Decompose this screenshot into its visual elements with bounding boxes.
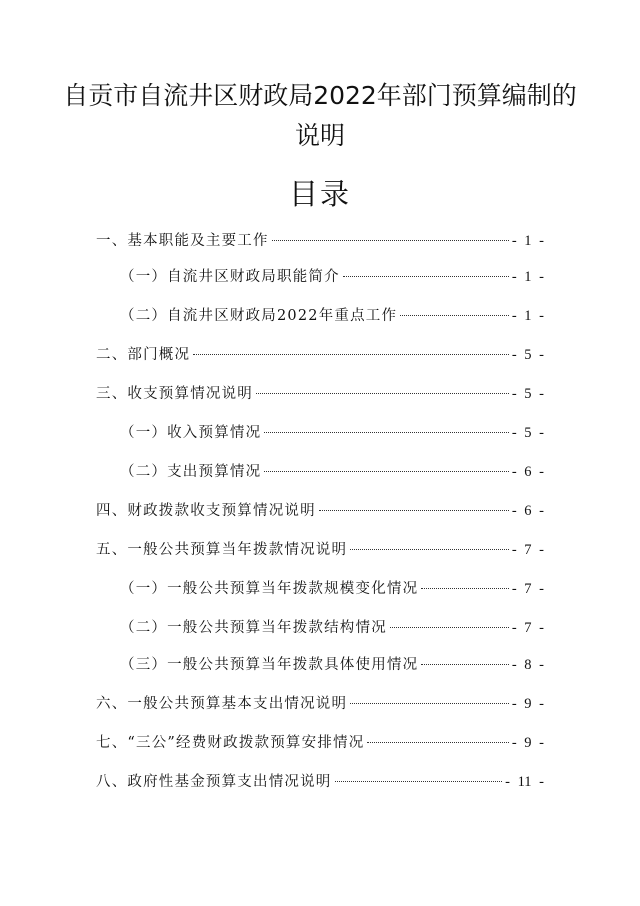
toc-page-number: - 1 - — [511, 308, 544, 324]
toc-entry-label: 五、一般公共预算当年拨款情况说明 — [96, 542, 348, 558]
document-title: 自贡市自流井区财政局2022年部门预算编制的说明 — [63, 81, 577, 150]
toc-dot-leader — [350, 549, 509, 550]
toc-entry-label: （一）自流井区财政局职能简介 — [120, 269, 340, 285]
toc-entry[interactable] — [120, 616, 544, 640]
toc-page-number: - 6 - — [511, 464, 544, 480]
toc-entry[interactable] — [96, 538, 544, 562]
toc-entry[interactable] — [120, 304, 544, 328]
toc-entry[interactable] — [96, 343, 544, 367]
toc-entry-label: （一）一般公共预算当年拨款规模变化情况 — [120, 581, 419, 597]
toc-entry[interactable] — [96, 731, 544, 755]
toc-dot-leader — [421, 664, 509, 665]
toc-dot-leader — [256, 393, 509, 394]
toc-page-number: - 11 - — [505, 774, 544, 790]
toc-entry[interactable] — [96, 382, 544, 406]
toc-page-number: - 5 - — [511, 386, 544, 402]
toc-entry-label: （二）一般公共预算当年拨款结构情况 — [120, 620, 387, 636]
toc-dot-leader — [264, 432, 509, 433]
toc-entry[interactable] — [96, 229, 544, 253]
toc-dot-leader — [421, 588, 509, 589]
toc-entry-label: （一）收入预算情况 — [120, 425, 262, 441]
toc-entry-label: 八、政府性基金预算支出情况说明 — [96, 774, 332, 790]
toc-entry-label: 一、基本职能及主要工作 — [96, 233, 269, 249]
toc-entry-label: 三、收支预算情况说明 — [96, 386, 253, 402]
toc-dot-leader — [319, 510, 509, 511]
toc-page-number: - 5 - — [511, 347, 544, 363]
toc-entry[interactable] — [120, 265, 544, 289]
toc-entry[interactable] — [120, 421, 544, 445]
toc-dot-leader — [400, 315, 509, 316]
toc-page-number: - 5 - — [511, 425, 544, 441]
toc-dot-leader — [390, 627, 509, 628]
toc-page-number: - 7 - — [511, 620, 544, 636]
toc-heading: 目录 — [288, 177, 351, 211]
toc-entry[interactable] — [120, 460, 544, 484]
toc-page-number: - 9 - — [511, 735, 544, 751]
toc-entry-label: 六、一般公共预算基本支出情况说明 — [96, 696, 348, 712]
toc-entry-label: 四、财政拨款收支预算情况说明 — [96, 503, 316, 519]
toc-entry[interactable] — [96, 770, 544, 794]
toc-entry[interactable] — [96, 499, 544, 523]
toc-entry-label: （二）支出预算情况 — [120, 464, 262, 480]
toc-entry-label: （二）自流井区财政局2022年重点工作 — [120, 308, 398, 324]
toc-dot-leader — [264, 471, 509, 472]
toc-dot-leader — [367, 742, 508, 743]
toc-page-number: - 7 - — [511, 581, 544, 597]
toc-dot-leader — [350, 703, 509, 704]
toc-entry-label: 二、部门概况 — [96, 347, 191, 363]
toc-entry-label: （三）一般公共预算当年拨款具体使用情况 — [120, 657, 419, 673]
toc-page-number: - 8 - — [511, 657, 544, 673]
toc-dot-leader — [272, 240, 509, 241]
toc-page-number: - 6 - — [511, 503, 544, 519]
toc-page-number: - 1 - — [511, 233, 544, 249]
toc-dot-leader — [193, 354, 509, 355]
toc-page-number: - 1 - — [511, 269, 544, 285]
toc-entry[interactable] — [120, 653, 544, 677]
toc-entry-label: 七、“三公”经费财政拨款预算安排情况 — [96, 735, 365, 751]
toc-entry[interactable] — [96, 692, 544, 716]
toc-dot-leader — [343, 276, 509, 277]
toc-entry[interactable] — [120, 577, 544, 601]
toc-page-number: - 9 - — [511, 696, 544, 712]
toc-page-number: - 7 - — [511, 542, 544, 558]
toc-dot-leader — [335, 781, 503, 782]
